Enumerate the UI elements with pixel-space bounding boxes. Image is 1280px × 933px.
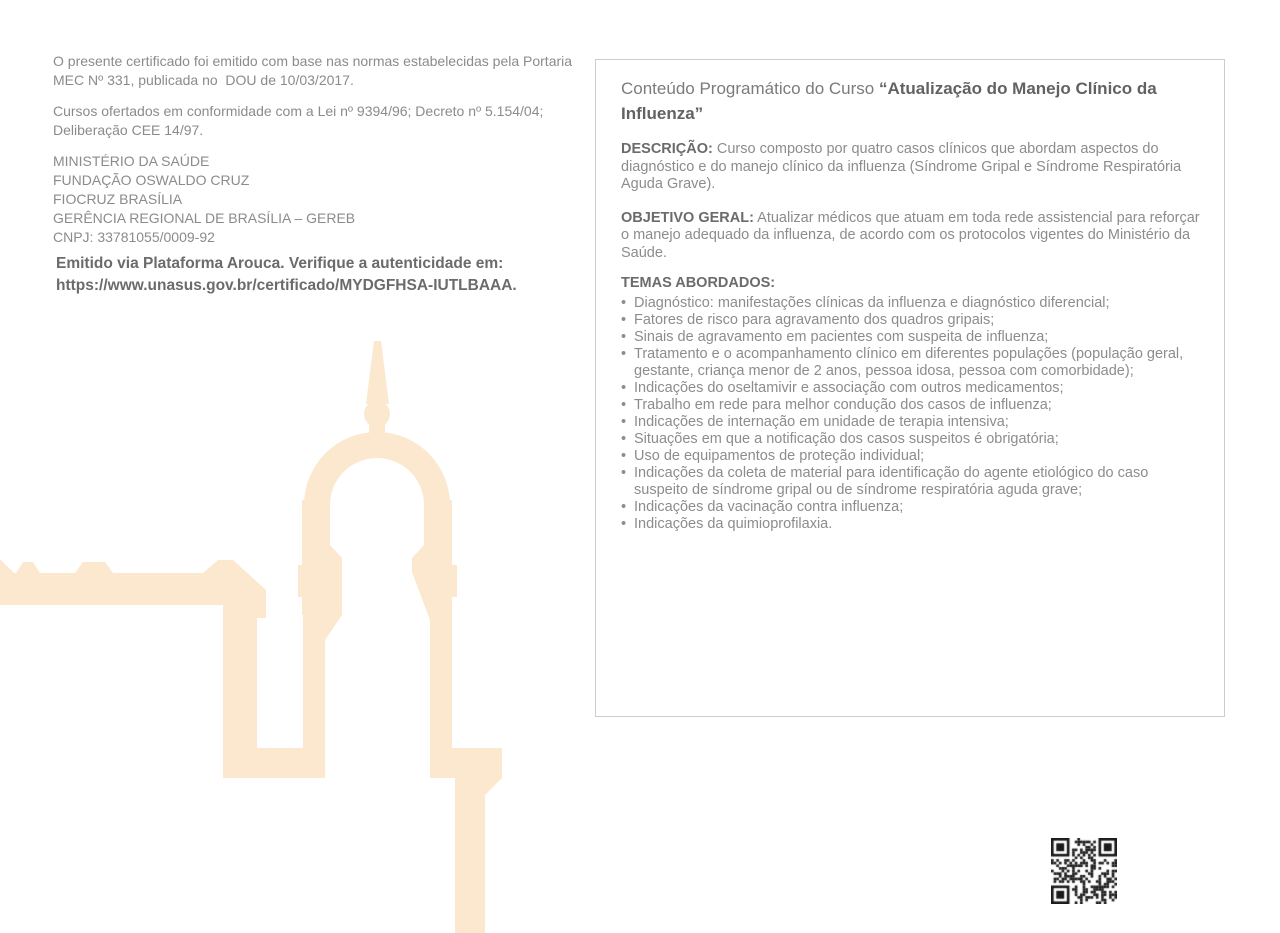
topic-text: Trabalho em rede para melhor condução dos casos de influenza; xyxy=(634,396,1052,413)
bullet-icon: • xyxy=(621,515,627,532)
castle-keyhole-carve xyxy=(330,458,424,615)
bullet-icon: • xyxy=(621,447,627,464)
bullet-icon: • xyxy=(621,413,627,430)
topic-item xyxy=(621,465,1202,499)
bullet-icon: • xyxy=(621,498,627,515)
verify-url: https://www.unasus.gov.br/certificado/MYDGFHSA-IUTLBAAA. xyxy=(56,277,517,294)
objective-paragraph xyxy=(621,210,1202,263)
topic-item xyxy=(621,397,1202,414)
issuer-line: MINISTÉRIO DA SAÚDE xyxy=(53,153,210,169)
description-label: DESCRIÇÃO: xyxy=(621,141,713,157)
description-paragraph xyxy=(621,141,1202,194)
bullet-icon: • xyxy=(621,294,627,311)
topic-item xyxy=(621,516,1202,533)
topic-text: Indicações da quimioprofilaxia. xyxy=(634,515,833,532)
issuer-line: FIOCRUZ BRASÍLIA xyxy=(53,191,183,207)
bullet-icon: • xyxy=(621,328,627,345)
qr-code xyxy=(1051,838,1117,904)
course-content-box xyxy=(595,59,1225,717)
description-text: Curso composto por quatro casos clínicos que abordam aspectos do diagnóstico e do manejo clínico da influenza (Síndrome Gripal e Síndrome Respiratória Aguda Grave). xyxy=(621,141,1182,192)
box-title xyxy=(621,76,1202,126)
topic-text: Situações em que a notificação dos casos suspeitos é obrigatória; xyxy=(634,430,1059,447)
objective-label: OBJETIVO GERAL: xyxy=(621,209,754,226)
issuer-line: FUNDAÇÃO OSWALDO CRUZ xyxy=(53,172,250,188)
topic-item xyxy=(621,295,1202,312)
box-title-prefix: Conteúdo Programático do Curso xyxy=(621,79,879,98)
topic-text: Indicações da coleta de material para identificação do agente etiológico do caso suspeito de síndrome gripal ou de síndrome respiratória aguda grave; xyxy=(634,464,1149,498)
topics-heading: TEMAS ABORDADOS: xyxy=(621,275,776,291)
course-title: “Atualização do Manejo Clínico da Influenza” xyxy=(621,79,1157,123)
verify-note xyxy=(56,253,591,297)
bullet-icon: • xyxy=(621,379,627,396)
topic-item xyxy=(621,431,1202,448)
topic-item xyxy=(621,312,1202,329)
bullet-icon: • xyxy=(621,464,627,481)
objective-text: Atualizar médicos que atuam em toda rede assistencial para reforçar o manejo adequado da influenza, de acordo com os protocolos vigentes do Ministério da Saúde. xyxy=(621,209,1200,261)
topic-text: Indicações do oseltamivir e associação com outros medicamentos; xyxy=(634,379,1064,396)
topic-text: Uso de equipamentos de proteção individual; xyxy=(634,447,925,464)
compliance-text: Cursos ofertados em conformidade com a Lei nº 9394/96; Decreto nº 5.154/04; Deliberação CEE 14/97. xyxy=(53,103,544,138)
topic-text: Sinais de agravamento em pacientes com suspeita de influenza; xyxy=(634,328,1049,345)
topics-list xyxy=(621,295,1202,533)
topic-item xyxy=(621,380,1202,397)
bullet-icon: • xyxy=(621,311,627,328)
topic-text: Indicações de internação em unidade de terapia intensiva; xyxy=(634,413,1009,430)
topic-text: Tratamento e o acompanhamento clínico em diferentes populações (população geral, gestante, criança menor de 2 anos, pessoa idosa, pessoa com comorbidade); xyxy=(634,345,1184,379)
topic-text: Diagnóstico: manifestações clínicas da influenza e diagnóstico diferencial; xyxy=(634,294,1110,311)
topic-text: Indicações da vacinação contra influenza; xyxy=(634,498,904,515)
issuer-line: GERÊNCIA REGIONAL DE BRASÍLIA – GEREB xyxy=(53,210,356,226)
castle-shapes xyxy=(0,341,502,933)
topic-text: Fatores de risco para agravamento dos quadros gripais; xyxy=(634,311,995,328)
issuer-line: CNPJ: 33781055/0009-92 xyxy=(53,229,215,245)
topic-item xyxy=(621,499,1202,516)
topic-item xyxy=(621,329,1202,346)
bullet-icon: • xyxy=(621,396,627,413)
topic-item xyxy=(621,414,1202,431)
issuer-lines xyxy=(53,152,588,247)
certificate-basis-text: O presente certificado foi emitido com base nas normas estabelecidas pela Portaria MEC Nº 331, publicada no DOU de 10/03/2017. xyxy=(53,53,573,88)
bullet-icon: • xyxy=(621,430,627,447)
topic-item xyxy=(621,346,1202,380)
verify-text: Emitido via Plataforma Arouca. Verifique a autenticidade em: xyxy=(56,255,504,272)
topic-item xyxy=(621,448,1202,465)
bullet-icon: • xyxy=(621,345,627,362)
